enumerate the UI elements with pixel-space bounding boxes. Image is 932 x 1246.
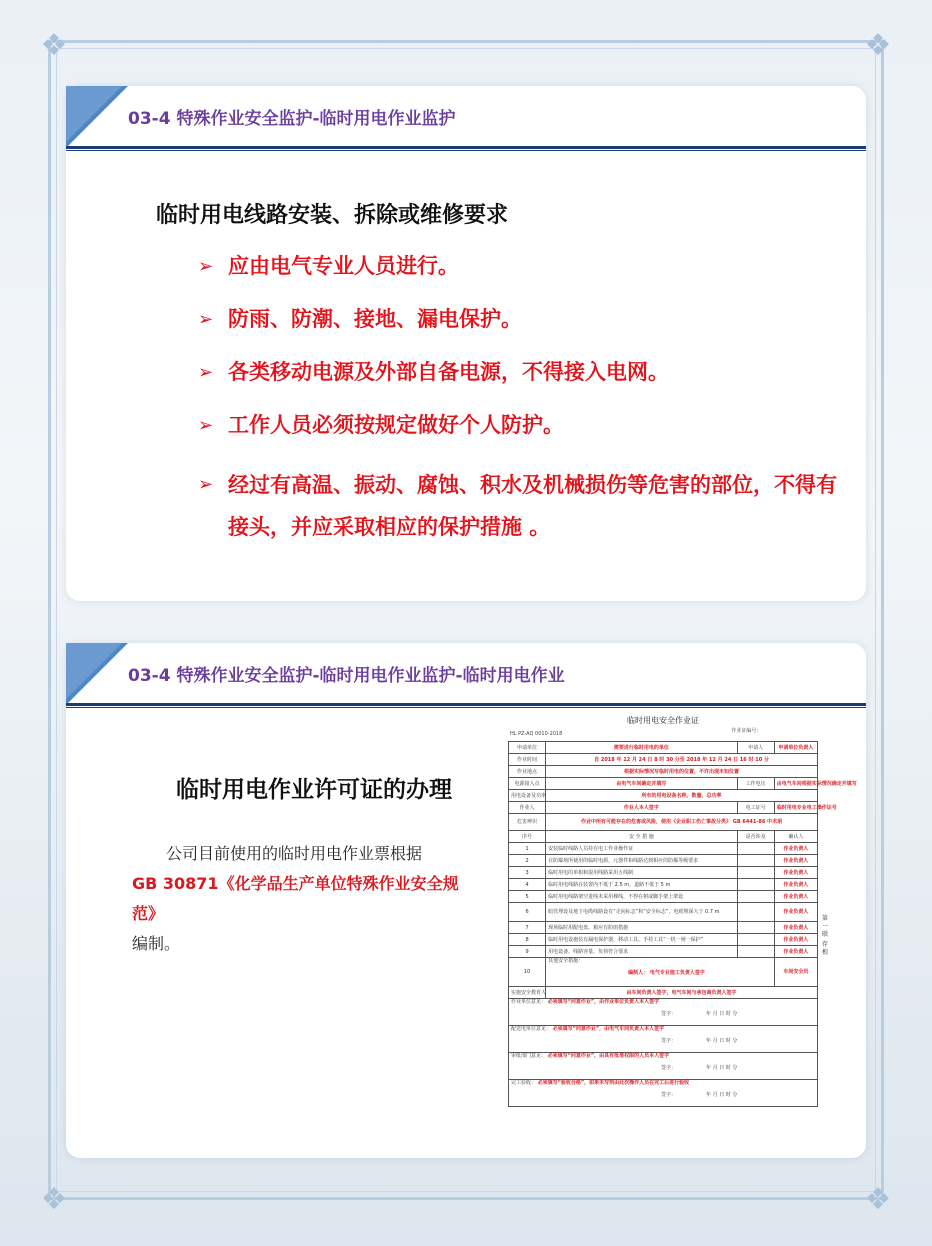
table-row: 危害辨识 作业中所有可能存在的危害或风险，使用《企业职工伤亡事故分类》 GB 6441-86 中术语 — [509, 814, 818, 831]
table-row: 9 用电设备、线路容量、负荷符合要求 作业负责人 — [509, 946, 818, 958]
arrow-bullet-icon: ➢ — [198, 256, 214, 277]
section-title: 临时用电线路安装、拆除或维修要求 — [156, 203, 509, 228]
table-row: 1 安装临时线路人员持有电工作业操作证 作业负责人 — [509, 843, 818, 855]
arrow-bullet-icon: ➢ — [198, 309, 214, 330]
table-row: 电源接入点 由电气车间确定并填写 工作电压 由电气车间根据实际情况确定并填写 — [509, 778, 818, 790]
table-row: 7 现场临时用配电盘、箱应有防雨措施 作业负责人 — [509, 922, 818, 934]
slide-header-title: 03-4 特殊作业安全监护-临时用电作业监护-临时用电作业 — [128, 666, 565, 686]
header-accent-triangle-light — [66, 643, 122, 699]
table-row: 作业地点 根据实际情况写临时用电的位置，不许出现未知位置 — [509, 766, 818, 778]
table-row: 配送电单位意见： 必须填写“同意作业”，由电气车间负责人本人签字 签字： 年 月 日 时 分 — [509, 1026, 818, 1053]
header-rule-thin — [66, 707, 866, 708]
list-item: ➢ 防雨、防潮、接地、漏电保护。 — [198, 305, 838, 334]
arrow-bullet-icon: ➢ — [198, 415, 214, 436]
table-row: 完工验收： 必须填写“验收合格”，如果未写则由此次操作人员在完工后进行验收 签字： 年 月 日 时 分 — [509, 1080, 818, 1107]
table-row: 5 临时用电线路架空进线未采用裸线，不得在树或脚手架上架设 作业负责人 — [509, 891, 818, 903]
requirements-list — [198, 252, 838, 572]
list-item: ➢ 应由电气专业人员进行。 — [198, 252, 838, 281]
slide-card-1 — [66, 86, 866, 601]
permit-section-title: 临时用电作业许可证的办理 — [176, 777, 452, 803]
copy-label: 第一联 — [822, 915, 829, 938]
table-row: 实施安全教育人 由车间负责人签字，电气车间与承包商负责人签字 — [509, 987, 818, 999]
table-row: 2 在防爆场所使用的临时电源，元器件和线路达到相应的防爆等级要求 作业负责人 — [509, 855, 818, 867]
table-row: 申请单位 需要进行临时用电的单位 申请人 申请单位负责人 — [509, 742, 818, 754]
table-row: 作业人 作业人本人签字 电工证号 临时用电专业电工操作证号 — [509, 802, 818, 814]
header-rule — [66, 703, 866, 706]
slide-header-title: 03-4 特殊作业安全监护-临时用电作业监护 — [128, 109, 456, 129]
permit-number-label: 作业证编号: — [731, 728, 758, 734]
table-row: 作业时间 自 2018 年 12 月 24 日 8 时 30 分至 2018 年 12 月 24 日 16 时 10 分 — [509, 754, 818, 766]
table-row: 3 临时用电的单相和混用线路采用五线制 作业负责人 — [509, 867, 818, 879]
header-rule-thin — [66, 150, 866, 151]
permit-title: 临时用电安全作业证 — [627, 716, 699, 725]
permit-form-image — [508, 715, 857, 1135]
arrow-bullet-icon: ➢ — [198, 362, 214, 383]
corner-ornament-icon: ❖ — [864, 28, 892, 63]
list-item: ➢ 各类移动电源及外部自备电源，不得接入电网。 — [198, 358, 838, 387]
list-item: ➢ 工作人员必须按规定做好个人防护。 — [198, 411, 838, 440]
table-row: 6 暗管埋设及地下电缆线路设有“走向标志”和“安全标志”，电缆埋深大于 0.7 m 作业负责人 — [509, 903, 818, 922]
table-row: 序号 安 全 措 施 是否涉及 确认人 — [509, 831, 818, 843]
table-row: 作业单位意见： 必须填写“同意作业”，由作业单位负责人本人签字 签字： 年 月 日 时 分 — [509, 999, 818, 1026]
corner-ornament-icon: ❖ — [40, 1182, 68, 1217]
header-accent-triangle-light — [66, 86, 122, 142]
description-paragraph: 公司目前使用的临时用电作业票根据 GB 30871《化学品生产单位特殊作业安全规范》 编制。 — [132, 839, 482, 959]
table-row: 10 其他安全措施： 编制人： 电气专业施工负责人签字 车间安全员 — [509, 958, 818, 987]
corner-ornament-icon: ❖ — [40, 28, 68, 63]
permit-code: HL PZ-AQ 0010-2018 — [510, 731, 563, 737]
arrow-bullet-icon: ➢ — [198, 474, 214, 495]
corner-ornament-icon: ❖ — [864, 1182, 892, 1217]
slide-card-2 — [66, 643, 866, 1158]
header-rule — [66, 146, 866, 149]
table-row: 审批部门意见： 必须填写“同意作业”，由具有批准权限的人员本人签字 签字： 年 月 日 时 分 — [509, 1053, 818, 1080]
standard-reference: GB 30871《化学品生产单位特殊作业安全规范》 — [132, 874, 459, 923]
table-row: 用电设备及功率 所有的用电设备名称、数量、总功率 — [509, 790, 818, 802]
list-item: ➢ 经过有高温、振动、腐蚀、积水及机械损伤等危害的部位，不得有接头，并应采取相应的保护措施 。 — [198, 464, 838, 548]
table-row: 4 临时用电线路在装置内不低于 2.5 m，道路不低于 5 m 作业负责人 — [509, 879, 818, 891]
table-row: 8 临时用电设施装有漏电保护器，移动工具、手持工具“一机一闸一保护” 作业负责人 — [509, 934, 818, 946]
copy-label: 存根 — [822, 941, 829, 956]
